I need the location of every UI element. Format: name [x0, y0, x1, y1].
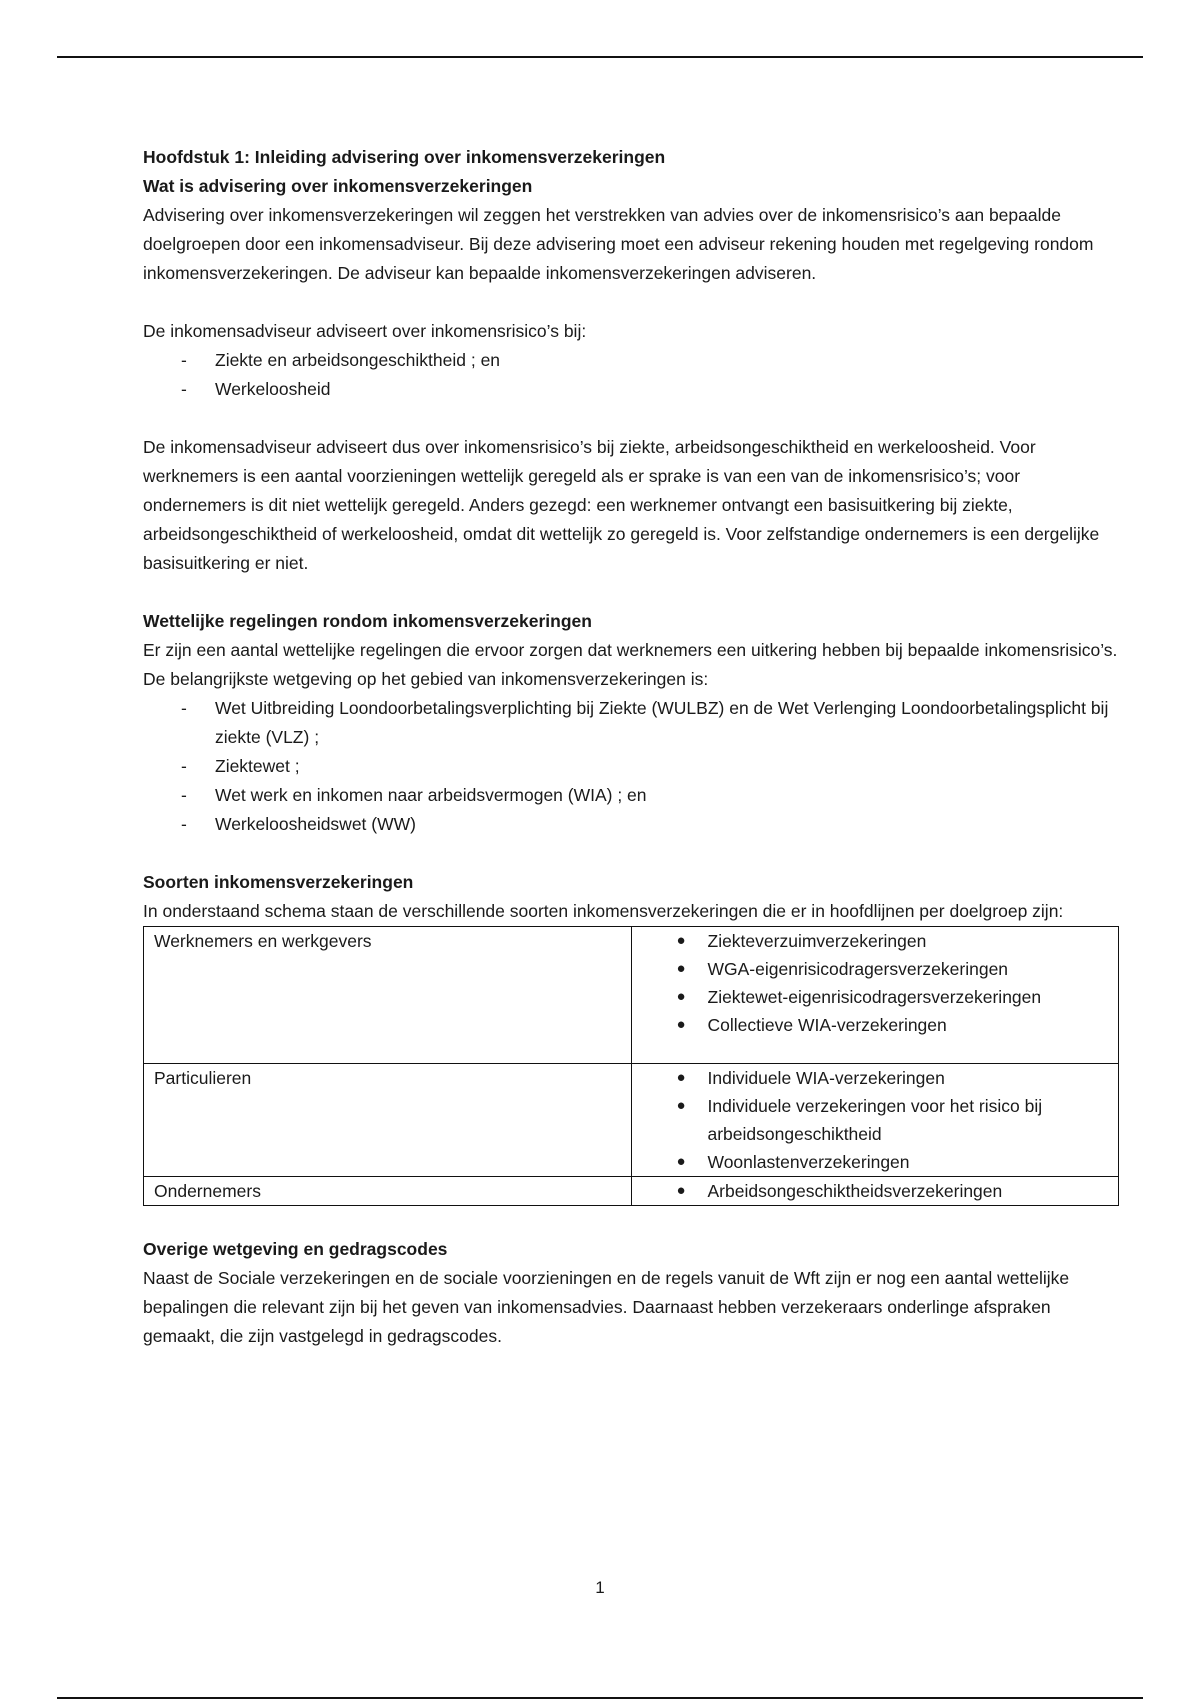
bullet-item-text: Collectieve WIA-verzekeringen	[707, 1015, 947, 1035]
bullet-item	[670, 1177, 1109, 1205]
table-cell-items	[631, 1177, 1119, 1206]
bullet-item	[670, 927, 1109, 955]
list-item	[143, 752, 1123, 781]
bullet-marker: ●	[676, 1097, 686, 1114]
table-row	[144, 1177, 1119, 1206]
dash-marker: -	[181, 698, 187, 718]
list-item-text: Wet werk en inkomen naar arbeidsvermogen (WIA) ; en	[215, 785, 647, 805]
list-item-text: Ziektewet ;	[215, 756, 300, 776]
bullet-marker: ●	[676, 932, 686, 949]
bullet-item	[670, 1092, 1109, 1148]
list-item	[143, 346, 1123, 375]
table-cell-items	[631, 1064, 1119, 1177]
bullet-marker: ●	[676, 1069, 686, 1086]
bullet-item-text: Ziektewet-eigenrisicodragersverzekeringen	[707, 987, 1042, 1007]
table-cell-group: Werknemers en werkgevers	[144, 927, 632, 1064]
bullet-marker: ●	[676, 1153, 686, 1170]
paragraph: Advisering over inkomensverzekeringen wil zeggen het verstrekken van advies over de inkomensrisico’s aan bepaalde doelgroepen door een inkomensadviseur. Bij deze advisering moet een adviseur rekening houden met regelgeving rondom inkomensverzekeringen. De adviseur kan bepaalde inkomensverzekeringen adviseren.	[143, 205, 1094, 283]
dash-marker: -	[181, 350, 187, 370]
section-title-wat-is-advisering: Wat is advisering over inkomensverzekeringen	[143, 176, 533, 196]
bullet-item-text: Individuele WIA-verzekeringen	[707, 1068, 945, 1088]
bullet-list	[670, 1177, 1109, 1205]
bullet-item	[670, 1011, 1109, 1039]
spacer	[143, 404, 1123, 433]
dash-marker: -	[181, 785, 187, 805]
bullet-marker: ●	[676, 1016, 686, 1033]
list-item	[143, 781, 1123, 810]
dash-marker: -	[181, 814, 187, 834]
list-item-text: Werkeloosheidswet (WW)	[215, 814, 416, 834]
bullet-item	[670, 955, 1109, 983]
bullet-item	[670, 983, 1109, 1011]
bullet-item	[670, 1064, 1109, 1092]
paragraph: Naast de Sociale verzekeringen en de sociale voorzieningen en de regels vanuit de Wft zijn er nog een aantal wettelijke bepalingen die relevant zijn bij het geven van inkomensadvies. Daarnaast hebben verzekeraars onderlinge afspraken gemaakt, die zijn vastgelegd in gedragscodes.	[143, 1268, 1070, 1346]
list-item-text: Wet Uitbreiding Loondoorbetalingsverplichting bij Ziekte (WULBZ) en de Wet Verlenging Loondoorbetalingsplicht bij ziekte (VLZ) ;	[215, 698, 1109, 747]
bullet-list	[670, 927, 1109, 1039]
list-item-text: Ziekte en arbeidsongeschiktheid ; en	[215, 350, 501, 370]
bullet-item-text: WGA-eigenrisicodragersverzekeringen	[707, 959, 1009, 979]
dash-marker: -	[181, 756, 187, 776]
spacer	[143, 839, 1123, 868]
dash-list	[143, 346, 1123, 404]
bullet-item-text: Ziekteverzuimverzekeringen	[707, 931, 927, 951]
list-item	[143, 694, 1123, 752]
paragraph: In onderstaand schema staan de verschillende soorten inkomensverzekeringen die er in hoofdlijnen per doelgroep zijn:	[143, 901, 1064, 921]
page-number: 1	[595, 1578, 605, 1597]
page-content	[143, 143, 1123, 1351]
dash-marker: -	[181, 379, 187, 399]
section-title-overige-wetgeving: Overige wetgeving en gedragscodes	[143, 1239, 448, 1259]
insurance-schema-table	[143, 926, 1119, 1206]
paragraph: De inkomensadviseur adviseert over inkomensrisico’s bij:	[143, 321, 587, 341]
bullet-item	[670, 1148, 1109, 1176]
bullet-marker: ●	[676, 1182, 686, 1199]
spacer	[143, 1206, 1123, 1235]
table-row	[144, 927, 1119, 1064]
bullet-marker: ●	[676, 988, 686, 1005]
section-title-soorten: Soorten inkomensverzekeringen	[143, 872, 414, 892]
bullet-item-text: Woonlastenverzekeringen	[707, 1152, 910, 1172]
spacer	[143, 578, 1123, 607]
bullet-item-text: Arbeidsongeschiktheidsverzekeringen	[707, 1181, 1003, 1201]
table-cell-items	[631, 927, 1119, 1064]
section-title-wettelijke-regelingen: Wettelijke regelingen rondom inkomensverzekeringen	[143, 611, 592, 631]
paragraph: De inkomensadviseur adviseert dus over inkomensrisico’s bij ziekte, arbeidsongeschiktheid en werkeloosheid. Voor werknemers is een aantal voorzieningen wettelijk geregeld als er sprake is van een van de inkomensrisico’s; voor ondernemers is dit niet wettelijk geregeld. Anders gezegd: een werknemer ontvangt een basisuitkering bij ziekte, arbeidsongeschiktheid of werkeloosheid, omdat dit wettelijk zo geregeld is. Voor zelfstandige ondernemers is een dergelijke basisuitkering er niet.	[143, 437, 1100, 573]
list-item-text: Werkeloosheid	[215, 379, 331, 399]
list-item	[143, 810, 1123, 839]
bullet-marker: ●	[676, 960, 686, 977]
paragraph: Er zijn een aantal wettelijke regelingen die ervoor zorgen dat werknemers een uitkering hebben bij bepaalde inkomensrisico’s. De belangrijkste wetgeving op het gebied van inkomensverzekeringen is:	[143, 640, 1118, 689]
dash-list	[143, 694, 1123, 839]
bullet-list	[670, 1064, 1109, 1176]
header-rule	[57, 56, 1143, 58]
table-cell-group: Ondernemers	[144, 1177, 632, 1206]
list-item	[143, 375, 1123, 404]
footer-rule	[57, 1697, 1143, 1699]
spacer	[143, 288, 1123, 317]
bullet-item-text: Individuele verzekeringen voor het risico bij arbeidsongeschiktheid	[707, 1096, 1043, 1144]
chapter-title: Hoofdstuk 1: Inleiding advisering over inkomensverzekeringen	[143, 147, 666, 167]
table-cell-group: Particulieren	[144, 1064, 632, 1177]
table-row	[144, 1064, 1119, 1177]
